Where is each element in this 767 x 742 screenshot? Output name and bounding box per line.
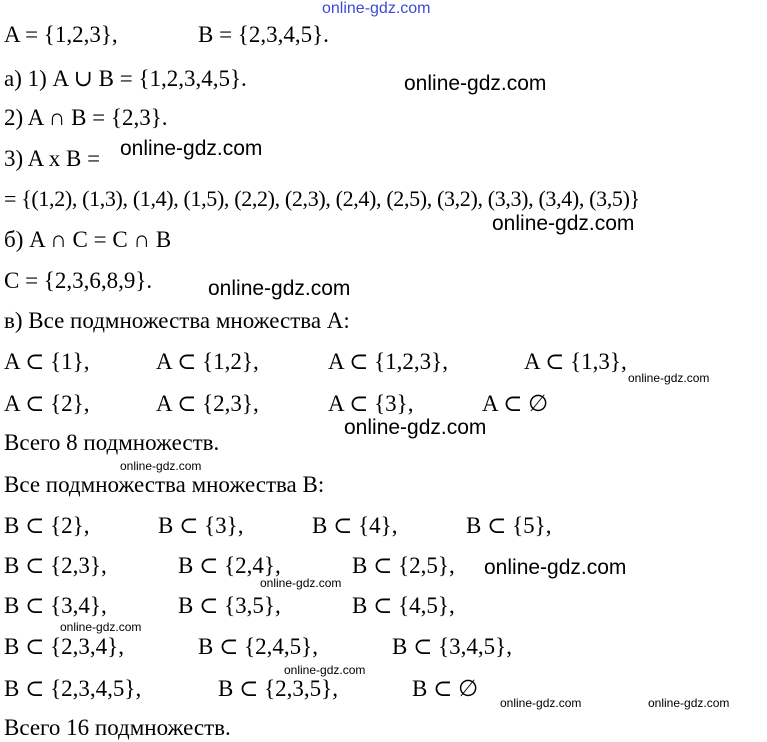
- line-sets-a: A = {1,2,3},: [4, 22, 118, 47]
- line-b1-equation: б) A ∩ C = C ∩ B: [4, 227, 172, 252]
- watermark-9: online-gdz.com: [260, 576, 342, 590]
- watermark-4: online-gdz.com: [208, 277, 351, 300]
- line-v-title: в) Все подмножества множества A:: [4, 308, 350, 333]
- subset-b-2: B ⊂ {3},: [158, 513, 244, 538]
- subset-b-8: B ⊂ {3,4},: [4, 593, 107, 618]
- subset-a-3: A ⊂ {1,2,3},: [328, 349, 448, 374]
- subset-a-1: A ⊂ {1},: [4, 349, 90, 374]
- watermark-3: online-gdz.com: [492, 212, 635, 235]
- subset-b-9: B ⊂ {3,5},: [178, 593, 281, 618]
- watermark-11: online-gdz.com: [284, 663, 366, 677]
- subset-b-11: B ⊂ {2,3,4},: [4, 634, 124, 659]
- subset-a-4: A ⊂ {1,3},: [524, 349, 627, 374]
- watermark-top: online-gdz.com: [322, 0, 431, 17]
- subset-b-16: B ⊂ ∅: [412, 676, 479, 701]
- subset-a-6: A ⊂ {2,3},: [156, 391, 259, 416]
- line-a1-union: а) 1) A ∪ B = {1,2,3,4,5}.: [4, 66, 247, 91]
- subset-b-12: B ⊂ {2,4,5},: [198, 634, 318, 659]
- watermark-7: online-gdz.com: [120, 459, 202, 473]
- watermark-8: online-gdz.com: [484, 556, 627, 579]
- line-sets-b: B = {2,3,4,5}.: [198, 22, 329, 47]
- subset-a-2: A ⊂ {1,2},: [156, 349, 259, 374]
- watermark-2: online-gdz.com: [120, 137, 263, 160]
- subset-b-1: B ⊂ {2},: [4, 513, 90, 538]
- subset-b-6: B ⊂ {2,4},: [178, 553, 281, 578]
- subset-a-8: A ⊂ ∅: [482, 391, 549, 416]
- subset-b-15: B ⊂ {2,3,5},: [218, 676, 338, 701]
- line-a-total: Всего 8 подмножеств.: [4, 430, 220, 455]
- line-a3-product-value: = {(1,2), (1,3), (1,4), (1,5), (2,2), (2,3), (2,4), (2,5), (3,2), (3,3), (3,4), (3,5)}: [4, 186, 640, 211]
- watermark-6: online-gdz.com: [344, 416, 487, 439]
- subset-a-7: A ⊂ {3},: [328, 391, 414, 416]
- watermark-1: online-gdz.com: [404, 72, 547, 95]
- watermark-12: online-gdz.com: [500, 696, 582, 710]
- line-b2-set-c: C = {2,3,6,8,9}.: [4, 268, 153, 293]
- watermark-5: online-gdz.com: [628, 371, 710, 385]
- subset-b-10: B ⊂ {4,5},: [352, 593, 455, 618]
- line-b-total: Всего 16 подмножеств.: [4, 715, 231, 740]
- line-a3-product: 3) A x B =: [4, 146, 101, 171]
- subset-a-5: A ⊂ {2},: [4, 391, 90, 416]
- subset-b-3: B ⊂ {4},: [312, 513, 398, 538]
- subset-b-13: B ⊂ {3,4,5},: [392, 634, 512, 659]
- subset-b-7: B ⊂ {2,5},: [352, 553, 455, 578]
- watermark-13: online-gdz.com: [648, 696, 730, 710]
- subset-b-4: B ⊂ {5},: [466, 513, 552, 538]
- subset-b-14: B ⊂ {2,3,4,5},: [4, 676, 142, 701]
- line-b-title: Все подмножества множества B:: [4, 472, 325, 497]
- line-a2-intersection: 2) A ∩ B = {2,3}.: [4, 105, 168, 130]
- subset-b-5: B ⊂ {2,3},: [4, 553, 107, 578]
- watermark-10: online-gdz.com: [60, 620, 142, 634]
